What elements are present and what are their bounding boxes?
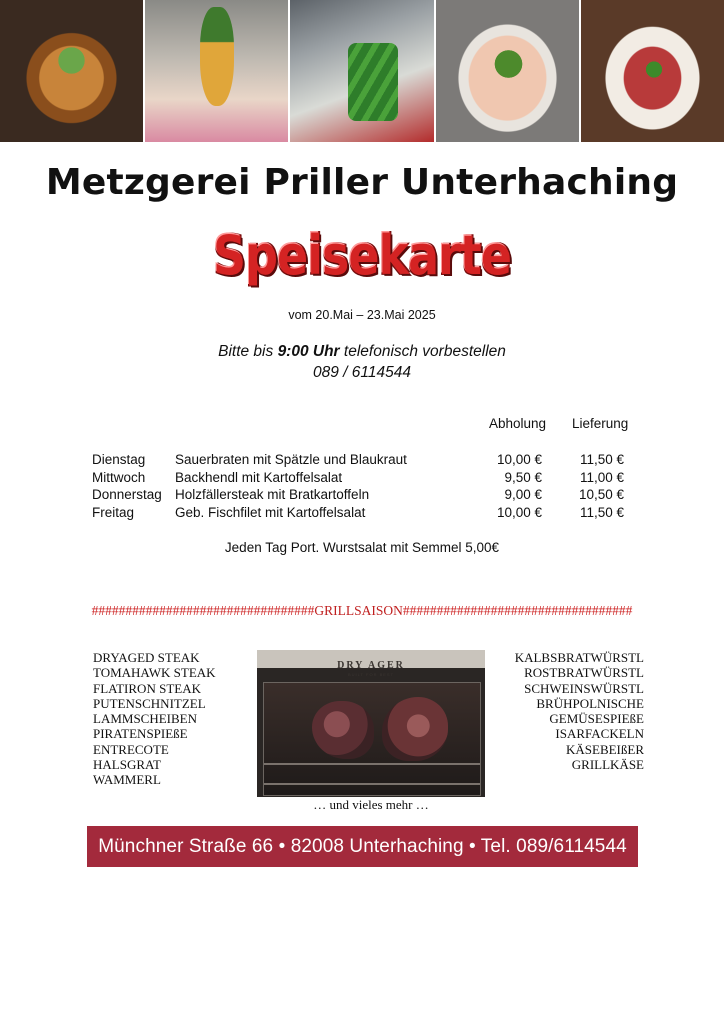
grill-item: FLATIRON STEAK	[93, 680, 201, 696]
photo-carpaccio	[581, 0, 724, 142]
menu-day: Donnerstag	[92, 487, 162, 502]
order-time: 9:00 Uhr	[277, 343, 340, 360]
photo-fruit-platter	[145, 0, 288, 142]
menu-dish: Backhendl mit Kartoffelsalat	[175, 469, 343, 485]
dry-ager-rack	[264, 763, 480, 765]
grill-item: BRÜHPOLNISCHE	[536, 695, 644, 711]
photo-pretzel-wreath	[0, 0, 143, 142]
menu-heading: Speisekarte	[212, 223, 512, 287]
hash-divider-left: #################################	[91, 603, 315, 618]
menu-price-delivery: 10,50 €	[578, 487, 624, 502]
grill-list-left	[93, 650, 216, 788]
daily-special: Jeden Tag Port. Wurstsalat mit Semmel 5,00€	[224, 540, 500, 555]
grill-item: ISARFACKELN	[555, 726, 644, 742]
dry-ager-rack	[264, 783, 480, 785]
grill-item: SCHWEINSWÜRSTL	[524, 680, 644, 696]
page-title: Metzgerei Priller Unterhaching	[45, 162, 679, 203]
menu-dish: Sauerbraten mit Spätzle und Blaukraut	[175, 452, 407, 467]
grill-season-label: GRILLSAISON	[314, 603, 403, 618]
menu-row	[92, 487, 652, 505]
address-footer: Münchner Straße 66 • 82008 Unterhaching • Tel. 089/6114544	[87, 826, 638, 867]
menu-dish: Holzfällersteak mit Bratkartoffeln	[175, 487, 370, 502]
photo-strip	[0, 0, 724, 142]
dry-ager-tagline: BUILT FOR BEST	[347, 672, 395, 677]
grill-item: PIRATENSPIEßE	[93, 726, 188, 742]
more-items-note: … und vieles mehr …	[313, 797, 429, 812]
photo-antipasti-platter	[436, 0, 579, 142]
grill-item: KALBSBRATWÜRSTL	[514, 650, 644, 665]
grill-item: HALSGRAT	[93, 757, 161, 773]
dry-ager-photo	[257, 650, 485, 797]
menu-price-delivery: 11,00 €	[579, 469, 624, 485]
menu-price-pickup: 9,00 €	[504, 487, 542, 502]
grill-item: GRILLKÄSE	[571, 757, 644, 773]
grill-item: TOMAHAWK STEAK	[93, 665, 216, 681]
grill-season-divider	[0, 603, 724, 619]
order-phone: 089 / 6114544	[313, 364, 411, 381]
date-range: vom 20.Mai – 23.Mai 2025	[288, 308, 436, 322]
menu-day: Dienstag	[92, 452, 146, 467]
column-header-delivery: Lieferung	[572, 416, 629, 431]
order-prefix: Bitte bis	[218, 343, 278, 360]
dry-ager-window	[263, 682, 481, 796]
grill-item: PUTENSCHNITZEL	[93, 695, 206, 711]
menu-price-pickup: 9,50 €	[504, 469, 542, 485]
order-suffix: telefonisch vorbestellen	[339, 343, 506, 360]
menu-price-delivery: 11,50 €	[579, 452, 624, 467]
menu-dish: Geb. Fischfilet mit Kartoffelsalat	[175, 504, 366, 520]
menu-price-pickup: 10,00 €	[496, 452, 542, 467]
menu-day: Mittwoch	[92, 469, 146, 485]
hash-divider-right: ##################################	[402, 603, 633, 618]
weekly-menu	[92, 452, 652, 522]
menu-price-pickup: 10,00 €	[496, 504, 542, 520]
dry-ager-brand: DRY AGER	[337, 660, 405, 671]
grill-item: GEMÜSESPIEßE	[549, 711, 644, 727]
menu-row	[92, 470, 652, 488]
grill-item: KÄSEBEIßER	[566, 741, 644, 757]
photo-vegetable-buffet	[290, 0, 433, 142]
column-header-pickup: Abholung	[489, 416, 547, 431]
menu-row	[92, 505, 652, 523]
grill-list-right	[515, 650, 644, 772]
menu-price-delivery: 11,50 €	[579, 504, 624, 520]
menu-row	[92, 452, 652, 470]
menu-day: Freitag	[92, 504, 135, 520]
grill-item: DRYAGED STEAK	[93, 650, 200, 665]
grill-item: ENTRECOTE	[93, 741, 169, 757]
grill-item: ROSTBRATWÜRSTL	[524, 665, 644, 681]
grill-item: LAMMSCHEIBEN	[93, 711, 198, 727]
aged-beef-cut	[382, 697, 448, 761]
order-note	[0, 341, 724, 383]
grill-item: WAMMERL	[93, 772, 161, 788]
aged-beef-cut	[312, 701, 374, 759]
